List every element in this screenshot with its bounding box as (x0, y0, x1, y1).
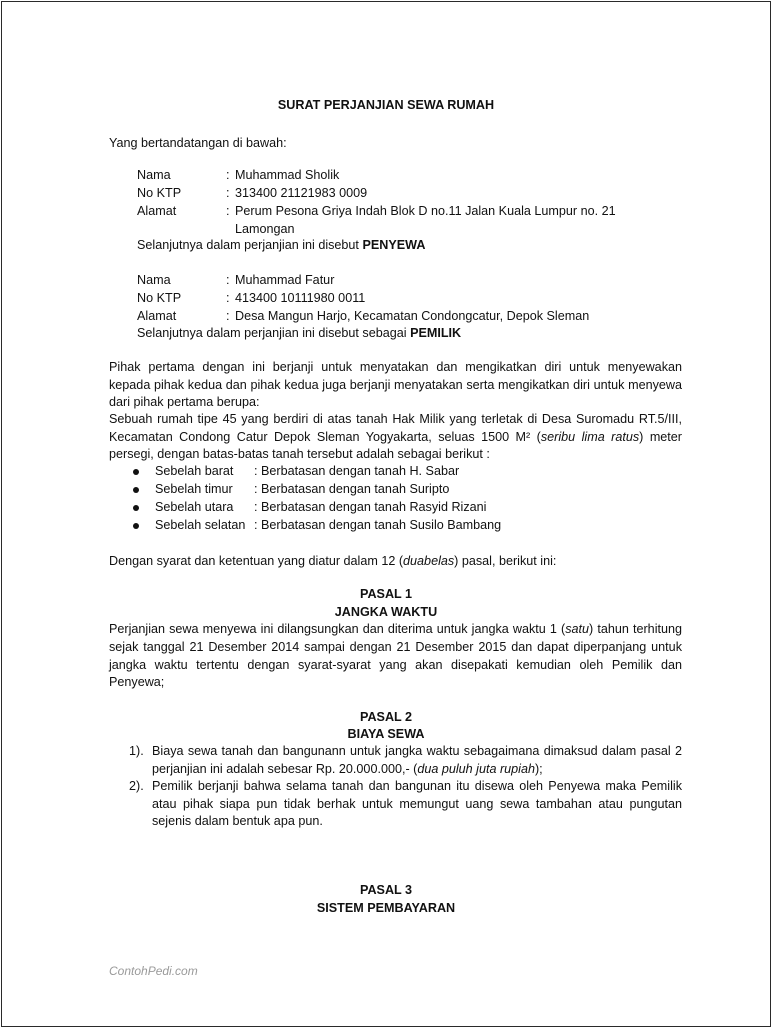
party2-name-colon: : (226, 273, 230, 287)
pasal2-item1-number: 1). (129, 744, 144, 758)
pasal3-heading: PASAL 3 (359, 883, 413, 897)
boundary-value: : Berbatasan dengan tanah Rasyid Rizani (254, 500, 487, 514)
agreement-line-6: persegi, dengan batas-batas tanah tersebut adalah sebagai berikut : (109, 447, 490, 461)
pasal2-item2-line-2: atau pihak siapa pun tidak berhak untuk memungut uang sewa tambahan atau pungutan (152, 797, 682, 811)
bullet-icon (133, 469, 139, 475)
agreement-line-5-italic: seribu lima ratus (540, 430, 640, 444)
party2-ktp-colon: : (226, 291, 230, 305)
party2-role-line (137, 326, 461, 340)
pasal1-line-1 (109, 622, 682, 636)
party1-ktp-value: 313400 21121983 0009 (235, 186, 368, 200)
boundary-value: : Berbatasan dengan tanah Suripto (254, 482, 450, 496)
party2-role-prefix: Selanjutnya dalam perjanjian ini disebut sebagai (137, 326, 411, 340)
pasal1-line-3: jangka waktu tertentu dengan syarat-syarat yang akan disepakati kemudian oleh Pemilik dan (109, 658, 682, 672)
party1-role-prefix: Selanjutnya dalam perjanjian ini disebut (137, 238, 363, 252)
bullet-icon (133, 505, 139, 511)
party2-address-colon: : (226, 309, 230, 323)
agreement-line-2: kepada pihak kedua dan pihak kedua juga berjanji menyatakan serta mengikatkan diri untuk menyewa (109, 378, 682, 392)
pasal3-subheading: SISTEM PEMBAYARAN (316, 901, 456, 915)
terms-line (109, 554, 556, 568)
pasal1-subheading: JANGKA WAKTU (334, 605, 438, 619)
party1-role-line (137, 238, 425, 252)
boundary-label: Sebelah selatan (155, 518, 246, 532)
party2-address-line1: Desa Mangun Harjo, Kecamatan Condongcatur, Depok Sleman (235, 309, 590, 323)
pasal2-item2-number: 2). (129, 779, 144, 793)
pasal1-line-1-b: ) tahun terhitung (589, 622, 682, 636)
terms-prefix: Dengan syarat dan ketentuan yang diatur dalam 12 ( (109, 554, 404, 568)
party1-address-line1: Perum Pesona Griya Indah Blok D no.11 Jalan Kuala Lumpur no. 21 (235, 204, 616, 218)
pasal1-line-4: Penyewa; (109, 675, 165, 689)
boundary-label: Sebelah barat (155, 464, 234, 478)
boundary-value: : Berbatasan dengan tanah H. Sabar (254, 464, 460, 478)
agreement-line-5 (109, 430, 682, 444)
pasal2-item1-line-1: Biaya sewa tanah dan bangunann untuk jangka waktu sebagaimana dimaksud dalam pasal 2 (152, 744, 682, 758)
pasal1-heading: PASAL 1 (359, 587, 413, 601)
party1-address-colon: : (226, 204, 230, 218)
pasal2-item1-line-2-italic: dua puluh juta rupiah (417, 762, 535, 776)
terms-suffix: ) pasal, berikut ini: (454, 554, 557, 568)
agreement-line-5-b: ) meter (639, 430, 683, 444)
terms-italic: duabelas (403, 554, 455, 568)
party1-address-label: Alamat (137, 204, 177, 218)
agreement-line-4: Sebuah rumah tipe 45 yang berdiri di atas tanah Hak Milik yang terletak di Desa Suromadu RT.5/III, (109, 412, 682, 426)
party1-role: PENYEWA (362, 238, 426, 252)
watermark: ContohPedi.com (109, 964, 198, 978)
party2-ktp-value: 413400 10111980 0011 (235, 291, 366, 305)
pasal1-line-1-a: Perjanjian sewa menyewa ini dilangsungkan dan diterima untuk jangka waktu 1 ( (109, 622, 566, 636)
party1-ktp-label: No KTP (137, 186, 182, 200)
party1-name-label: Nama (137, 168, 171, 182)
agreement-line-1: Pihak pertama dengan ini berjanji untuk menyatakan dan mengikatkan diri untuk menyewakan (109, 360, 682, 374)
document-title: SURAT PERJANJIAN SEWA RUMAH (277, 98, 495, 112)
pasal1-line-1-italic: satu (565, 622, 590, 636)
pasal1-line-2: sejak tanggal 21 Desember 2014 sampai dengan 21 Desember 2015 dan dapat diperpanjang untuk (109, 640, 682, 654)
party1-ktp-colon: : (226, 186, 230, 200)
party1-name-value: Muhammad Sholik (235, 168, 340, 182)
pasal2-item1-line-2-b: ); (534, 762, 543, 776)
party2-name-value: Muhammad Fatur (235, 273, 335, 287)
boundary-value: : Berbatasan dengan tanah Susilo Bambang (254, 518, 502, 532)
party2-role: PEMILIK (410, 326, 462, 340)
pasal2-heading: PASAL 2 (359, 710, 413, 724)
pasal2-item1-line-2-a: perjanjian ini adalah sebesar Rp. 20.000.000,- ( (152, 762, 418, 776)
agreement-line-5-a: Kecamatan Condong Catur Depok Sleman Yogyakarta, seluas 1500 M² ( (109, 430, 541, 444)
party1-name-colon: : (226, 168, 230, 182)
pasal2-item2-line-3: sejenis dalam bentuk apa pun. (152, 814, 323, 828)
party2-address-label: Alamat (137, 309, 177, 323)
party2-name-label: Nama (137, 273, 171, 287)
pasal2-item1-line-2 (152, 762, 543, 776)
party2-ktp-label: No KTP (137, 291, 182, 305)
intro-text: Yang bertandatangan di bawah: (109, 136, 287, 150)
document-page (1, 1, 771, 1027)
party1-address-line2: Lamongan (235, 222, 295, 236)
boundary-label: Sebelah utara (155, 500, 234, 514)
boundary-label: Sebelah timur (155, 482, 233, 496)
bullet-icon (133, 487, 139, 493)
bullet-icon (133, 523, 139, 529)
agreement-line-3: dari pihak pertama berupa: (109, 395, 260, 409)
pasal2-item2-line-1: Pemilik berjanji bahwa selama tanah dan bangunan itu disewa oleh Penyewa maka Pemilik (152, 779, 682, 793)
pasal2-subheading: BIAYA SEWA (347, 727, 425, 741)
